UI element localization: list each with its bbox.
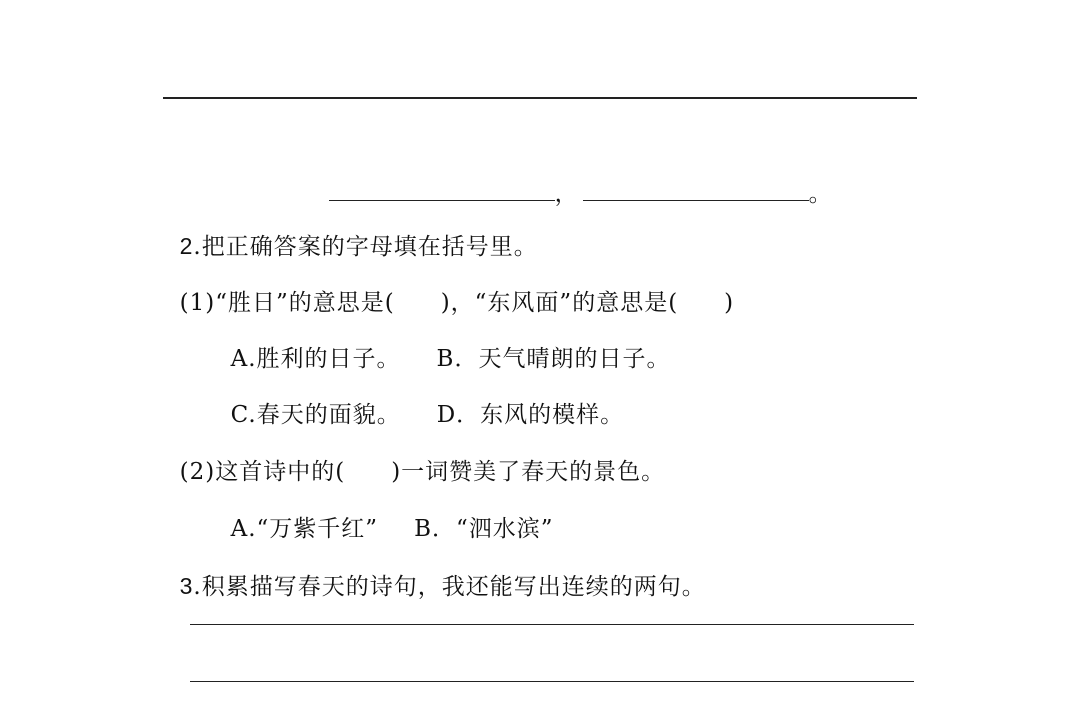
option-row — [214, 314, 670, 374]
answer-blank-1[interactable] — [329, 178, 555, 201]
question-2-part-2 — [163, 427, 665, 487]
question-2-text: .把正确答案的字母填在括号里。 — [193, 234, 538, 260]
answer-line-1[interactable] — [190, 624, 914, 625]
option-b: B．天气晴朗的日子。 — [436, 346, 671, 372]
part-1-middle: )，“东风面”的意思是( — [440, 290, 679, 316]
part-1-prefix: (1)“胜日”的意思是( — [179, 290, 395, 316]
option-row — [214, 370, 624, 430]
question-3-number: 3 — [179, 573, 194, 599]
option-a: A.“万紫千红” — [230, 516, 379, 542]
part-1-suffix: ) — [724, 290, 735, 316]
question-3-title — [163, 541, 706, 602]
answer-line-top — [163, 97, 917, 99]
question-2-number: 2 — [179, 233, 194, 259]
fill-in-row — [312, 148, 833, 209]
part-2-suffix: )一词赞美了春天的景色。 — [391, 459, 666, 485]
period: 。 — [808, 181, 833, 207]
question-2-title — [163, 201, 538, 262]
option-row — [214, 484, 553, 544]
answer-line-2[interactable] — [190, 681, 914, 682]
option-b: B．“泗水滨” — [414, 516, 554, 542]
question-2-part-1 — [163, 258, 734, 318]
option-c: C.春天的面貌。 — [230, 402, 401, 428]
answer-blank-2[interactable] — [583, 178, 809, 201]
option-d: D．东风的模样。 — [436, 402, 625, 428]
option-a: A.胜利的日子。 — [230, 346, 401, 372]
part-2-prefix: (2)这首诗中的( — [179, 459, 346, 485]
comma: ， — [554, 181, 579, 207]
question-3-text: .积累描写春天的诗句，我还能写出连续的两句。 — [193, 574, 706, 600]
